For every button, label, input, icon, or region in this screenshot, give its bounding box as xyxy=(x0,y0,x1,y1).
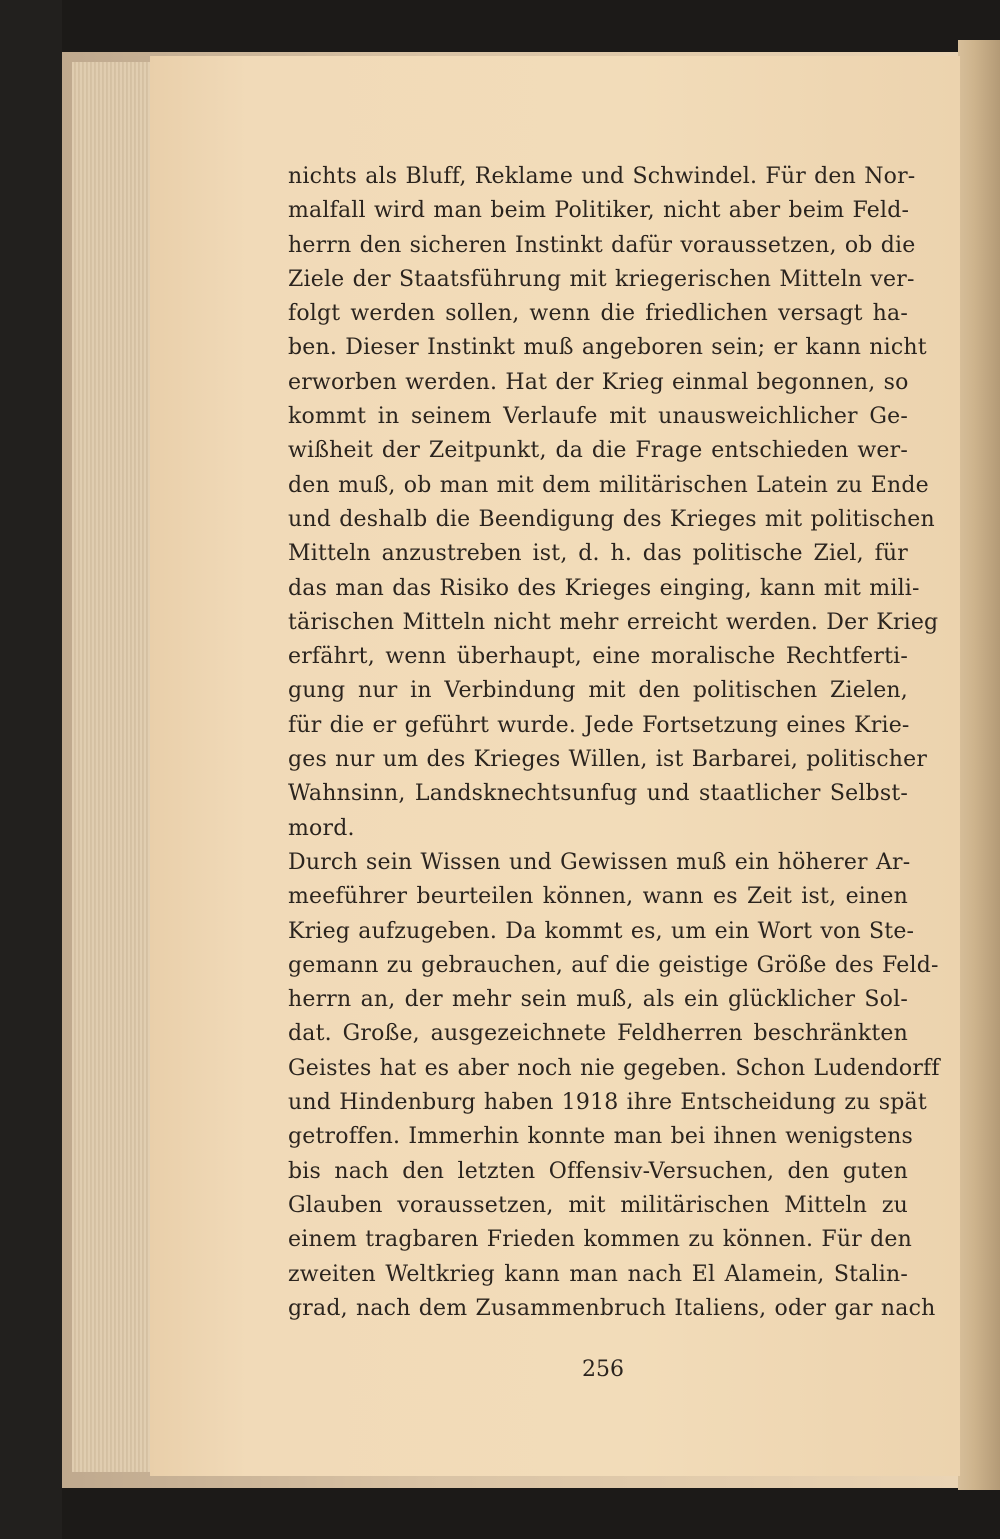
text-line: Glauben voraussetzen, mit militärischen Mitteln zu xyxy=(288,1192,908,1218)
text-line: meeführer beurteilen können, wann es Zeit ist, einen xyxy=(288,884,908,910)
text-line: Krieg aufzugeben. Da kommt es, um ein Wort von Ste- xyxy=(288,918,915,944)
text-line: herrn an, der mehr sein muß, als ein glücklicher Sol- xyxy=(288,987,908,1013)
text-line: das man das Risiko des Krieges einging, kann mit mili- xyxy=(288,575,920,601)
text-line: für die er geführt wurde. Jede Fortsetzung eines Krie- xyxy=(288,712,910,738)
page-number: 256 xyxy=(582,1357,624,1382)
text-line: herrn den sicheren Instinkt dafür voraussetzen, ob die xyxy=(288,232,916,258)
text-line: erfährt, wenn überhaupt, eine moralische Rechtferti- xyxy=(288,644,908,670)
text-line: ben. Dieser Instinkt muß angeboren sein; er kann nicht xyxy=(288,335,927,361)
book-gutter xyxy=(958,40,1000,1490)
text-line: Ziele der Staatsführung mit kriegerischen Mitteln ver- xyxy=(288,266,915,292)
text-line: ges nur um des Krieges Willen, ist Barbarei, politischer xyxy=(288,747,928,773)
text-line: Geistes hat es aber noch nie gegeben. Schon Ludendorff xyxy=(288,1055,940,1081)
text-line: kommt in seinem Verlaufe mit unausweichlicher Ge- xyxy=(288,404,908,430)
text-line: und deshalb die Beendigung des Krieges mit politischen xyxy=(288,506,935,532)
text-line: Durch sein Wissen und Gewissen muß ein höherer Ar- xyxy=(288,849,911,875)
text-line: malfall wird man beim Politiker, nicht aber beim Feld- xyxy=(288,198,910,224)
text-line: mord. xyxy=(288,815,355,841)
text-line: dat. Große, ausgezeichnete Feldherren beschränkten xyxy=(288,1021,908,1047)
text-line: folgt werden sollen, wenn die friedlichen versagt ha- xyxy=(288,301,908,327)
page-edges xyxy=(72,62,160,1472)
text-line: und Hindenburg haben 1918 ihre Entscheidung zu spät xyxy=(288,1090,927,1116)
text-line: gung nur in Verbindung mit den politischen Zielen, xyxy=(288,678,908,704)
text-line: grad, nach dem Zusammenbruch Italiens, oder gar nach xyxy=(288,1295,936,1321)
text-line: getroffen. Immerhin konnte man bei ihnen wenigstens xyxy=(288,1124,914,1150)
text-line: einem tragbaren Frieden kommen zu können. Für den xyxy=(288,1227,912,1253)
background-left xyxy=(0,0,62,1539)
text-line: den muß, ob man mit dem militärischen Latein zu Ende xyxy=(288,472,929,498)
text-line: tärischen Mitteln nicht mehr erreicht werden. Der Krieg xyxy=(288,609,939,635)
text-line: gemann zu gebrauchen, auf die geistige Größe des Feld- xyxy=(288,952,939,978)
text-line: Mitteln anzustreben ist, d. h. das politische Ziel, für xyxy=(288,541,908,567)
text-line: wißheit der Zeitpunkt, da die Frage entschieden wer- xyxy=(288,438,908,464)
text-line: nichts als Bluff, Reklame und Schwindel. Für den Nor- xyxy=(288,164,916,189)
text-line: Wahnsinn, Landsknechtsunfug und staatlicher Selbst- xyxy=(288,781,908,807)
text-line: erworben werden. Hat der Krieg einmal begonnen, so xyxy=(288,369,909,395)
text-line: bis nach den letzten Offensiv-Versuchen, den guten xyxy=(288,1158,908,1184)
body-text xyxy=(288,160,940,1326)
text-line: zweiten Weltkrieg kann man nach El Alamein, Stalin- xyxy=(288,1261,908,1287)
